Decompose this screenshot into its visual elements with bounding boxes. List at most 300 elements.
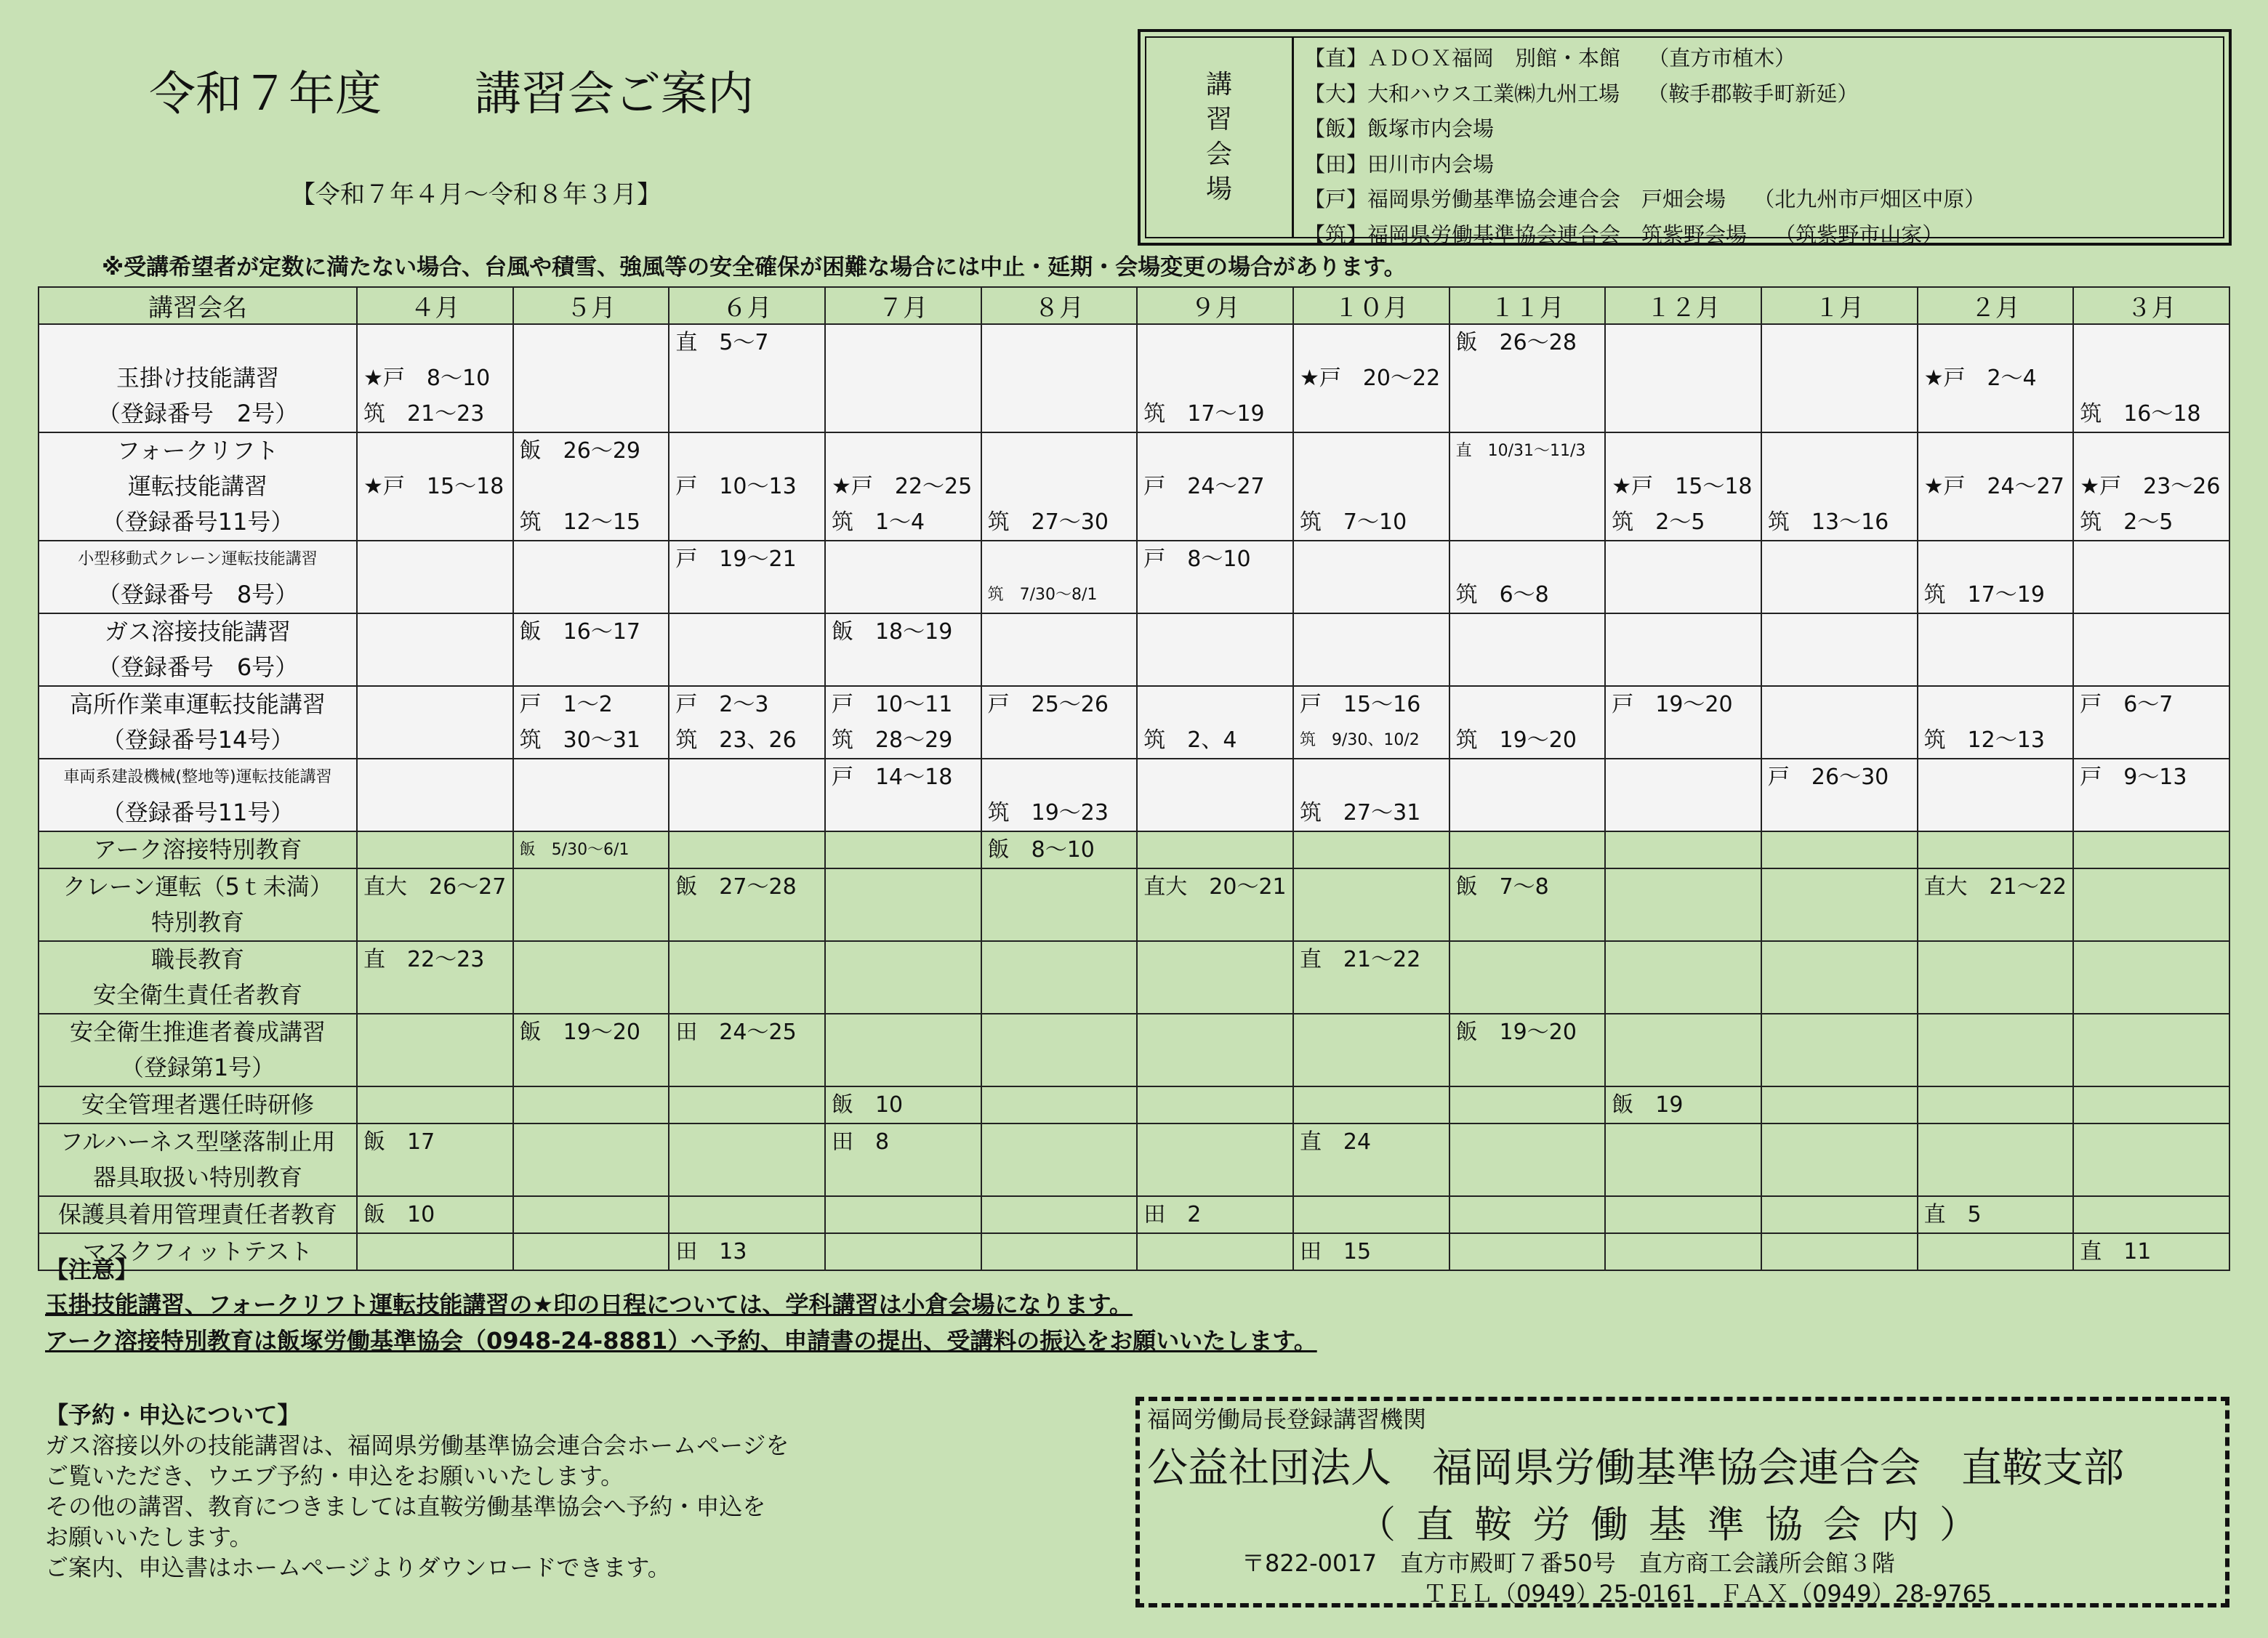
- schedule-entry: [832, 577, 975, 613]
- schedule-cell: [513, 541, 669, 613]
- course-name-line: 玉掛け技能講習: [116, 364, 279, 392]
- course-name-line: 器具取扱い特別教育: [92, 1163, 302, 1191]
- schedule-cell: [825, 759, 981, 831]
- schedule-cell: [981, 541, 1138, 613]
- course-name-line: フルハーネス型墜落制止用: [60, 1128, 336, 1155]
- schedule-entry: [2080, 1050, 2223, 1086]
- schedule-entry: [988, 396, 1131, 432]
- schedule-cell: [981, 868, 1138, 941]
- course-name: [39, 1196, 357, 1233]
- schedule-entry: 筑 17～19: [1143, 401, 1265, 427]
- schedule-entry: [1924, 1160, 2067, 1195]
- schedule-table: [38, 286, 2230, 1271]
- header-month: １月: [1761, 287, 1918, 324]
- schedule-entry: [363, 504, 507, 540]
- schedule-cell: [357, 759, 513, 831]
- venue-list: [1294, 38, 2223, 247]
- schedule-cell: [357, 541, 513, 613]
- schedule-entry: [1456, 1124, 1599, 1160]
- schedule-cell: [1137, 759, 1293, 831]
- schedule-entry: [1768, 614, 1911, 650]
- venue-box: [1138, 29, 2232, 246]
- schedule-entry: [988, 541, 1131, 577]
- schedule-cell: [1449, 1196, 1606, 1233]
- schedule-entry: 飯 19～20: [1455, 1020, 1577, 1045]
- schedule-entry: [1143, 795, 1287, 831]
- schedule-cell: [2073, 1123, 2229, 1196]
- schedule-entry: [1300, 977, 1443, 1013]
- schedule-cell: [825, 868, 981, 941]
- schedule-cell: [825, 613, 981, 686]
- course-name-line: 安全衛生責任者教育: [92, 981, 302, 1009]
- schedule-entry: [2080, 1124, 2223, 1160]
- schedule-entry: [832, 977, 975, 1013]
- schedule-entry: 直大 21～22: [1923, 874, 2067, 900]
- schedule-cell: [1605, 1014, 1761, 1086]
- schedule-entry: 戸 24～27: [1143, 474, 1265, 499]
- schedule-cell: [1449, 1233, 1606, 1270]
- schedule-entry: [363, 614, 507, 650]
- schedule-entry: [1612, 905, 1755, 940]
- schedule-cell: [1605, 759, 1761, 831]
- schedule-entry: [520, 396, 663, 432]
- schedule-cell: [825, 686, 981, 759]
- schedule-cell: [669, 613, 825, 686]
- schedule-entry: [832, 325, 975, 360]
- schedule-cell: [825, 1086, 981, 1123]
- schedule-entry: 戸 9～13: [2080, 764, 2187, 790]
- schedule-cell: [513, 941, 669, 1014]
- schedule-entry: [1768, 905, 1911, 940]
- schedule-cell: [2073, 1233, 2229, 1270]
- schedule-entry: [2080, 869, 2223, 905]
- schedule-cell: [1605, 432, 1761, 541]
- schedule-cell: [669, 831, 825, 868]
- schedule-entry: 直 5～7: [675, 330, 769, 355]
- schedule-entry: [1768, 795, 1911, 831]
- schedule-cell: [825, 1123, 981, 1196]
- schedule-entry: [1300, 1014, 1443, 1050]
- schedule-entry: [363, 687, 507, 722]
- schedule-entry: [675, 650, 819, 685]
- schedule-entry: [1768, 469, 1911, 504]
- schedule-entry: [1612, 1014, 1755, 1050]
- header-month: ８月: [981, 287, 1138, 324]
- schedule-entry: [675, 360, 819, 396]
- schedule-entry: [1924, 687, 2067, 722]
- schedule-entry: 筑 17～19: [1923, 582, 2045, 608]
- schedule-cell: [1918, 1123, 2074, 1196]
- schedule-entry: 田 24～25: [675, 1020, 797, 1045]
- schedule-cell: [981, 1233, 1138, 1270]
- schedule-cell: [1137, 1014, 1293, 1086]
- schedule-cell: [357, 1233, 513, 1270]
- schedule-cell: [1449, 613, 1606, 686]
- schedule-cell: [1137, 1123, 1293, 1196]
- schedule-entry: 飯 10: [363, 1202, 435, 1227]
- schedule-entry: 田 15: [1299, 1239, 1372, 1264]
- schedule-entry: [1768, 360, 1911, 396]
- schedule-entry: [675, 396, 819, 432]
- schedule-entry: 筑 19～20: [1455, 727, 1577, 753]
- schedule-entry: [363, 759, 507, 795]
- schedule-entry: [363, 832, 507, 868]
- schedule-entry: [1768, 650, 1911, 685]
- schedule-entry: [988, 1087, 1131, 1123]
- schedule-cell: [1761, 1196, 1918, 1233]
- schedule-cell: [1605, 613, 1761, 686]
- schedule-entry: [988, 469, 1131, 504]
- schedule-cell: [825, 1014, 981, 1086]
- schedule-entry: [675, 504, 819, 540]
- schedule-entry: [1143, 832, 1287, 868]
- table-row: [39, 1086, 2229, 1123]
- schedule-entry: [988, 1234, 1131, 1270]
- org-address: 〒822-0017 直方市殿町７番50号 直方商工会議所会館３階: [1242, 1549, 1895, 1577]
- course-name-line: （登録番号11号）: [101, 799, 294, 826]
- schedule-entry: [1768, 687, 1911, 722]
- schedule-entry: [1143, 942, 1287, 977]
- schedule-entry: [363, 1050, 507, 1086]
- header-month: ５月: [513, 287, 669, 324]
- schedule-entry: [2080, 1087, 2223, 1123]
- note-line: 玉掛技能講習、フォークリフト運転技能講習の★印の日程については、学科講習は小倉会場になります。: [45, 1291, 1133, 1318]
- schedule-entry: 戸 19～20: [1612, 692, 1733, 717]
- schedule-entry: [1300, 869, 1443, 905]
- course-name: [39, 1123, 357, 1196]
- schedule-cell: [1293, 613, 1449, 686]
- schedule-entry: [988, 905, 1131, 940]
- schedule-entry: [1143, 1087, 1287, 1123]
- schedule-entry: 戸 14～18: [831, 764, 953, 790]
- schedule-entry: [1456, 905, 1599, 940]
- schedule-entry: [1456, 1234, 1599, 1270]
- schedule-entry: [2080, 614, 2223, 650]
- venue-item: 【大】大和ハウス工業㈱九州工場 （鞍手郡鞍手町新延）: [1304, 81, 1859, 106]
- schedule-entry: [832, 832, 975, 868]
- schedule-entry: [988, 977, 1131, 1013]
- schedule-entry: [832, 1050, 975, 1086]
- schedule-cell: [669, 1014, 825, 1086]
- schedule-entry: [2080, 360, 2223, 396]
- schedule-entry: 筑 1～4: [831, 509, 925, 535]
- schedule-entry: 田 2: [1143, 1202, 1202, 1227]
- schedule-entry: ★戸 22～25: [831, 474, 973, 499]
- schedule-cell: [1137, 1196, 1293, 1233]
- venue-item: 【直】ＡＤＯＸ福岡 別館・本館 （直方市植木）: [1304, 46, 1796, 70]
- course-name: [39, 613, 357, 686]
- header-month: ６月: [669, 287, 825, 324]
- schedule-cell: [513, 868, 669, 941]
- schedule-cell: [1918, 686, 2074, 759]
- schedule-cell: [2073, 941, 2229, 1014]
- schedule-entry: 飯 19: [1612, 1092, 1684, 1118]
- schedule-entry: [1300, 1160, 1443, 1195]
- schedule-entry: [1612, 942, 1755, 977]
- schedule-cell: [1293, 541, 1449, 613]
- schedule-entry: [675, 1160, 819, 1195]
- schedule-cell: [1918, 1233, 2074, 1270]
- schedule-cell: [669, 324, 825, 432]
- schedule-cell: [2073, 686, 2229, 759]
- schedule-cell: [981, 1086, 1138, 1123]
- schedule-cell: [2073, 324, 2229, 432]
- schedule-entry: [1300, 577, 1443, 613]
- schedule-entry: [1456, 1050, 1599, 1086]
- schedule-entry: [675, 942, 819, 977]
- schedule-cell: [1449, 868, 1606, 941]
- schedule-entry: [520, 360, 663, 396]
- course-name-line: 車両系建設機械(整地等)運転技能講習: [63, 768, 332, 786]
- schedule-entry: 飯 26～29: [519, 438, 641, 464]
- schedule-entry: [988, 1050, 1131, 1086]
- schedule-entry: [1612, 869, 1755, 905]
- schedule-cell: [1293, 432, 1449, 541]
- course-name: [39, 1014, 357, 1086]
- schedule-cell: [1293, 1123, 1449, 1196]
- course-name: [39, 324, 357, 432]
- schedule-cell: [1761, 831, 1918, 868]
- schedule-entry: 筑 16～18: [2080, 401, 2201, 427]
- schedule-cell: [1605, 1233, 1761, 1270]
- schedule-entry: 筑 6～8: [1455, 582, 1549, 608]
- schedule-entry: [1612, 360, 1755, 396]
- note-line: アーク溶接特別教育は飯塚労働基準協会（0948-24-8881）へ予約、申請書の提出、受講料の振込をお願いいたします。: [45, 1327, 1317, 1355]
- schedule-cell: [1293, 1196, 1449, 1233]
- apply-body: ガス溶接以外の技能講習は、福岡県労働基準協会連合会ホームページを ご覧いただき、ウエブ予約・申込をお願いいたします。 その他の講習、教育につきましては直鞍労働基準協会へ予約・申込を お願いいたします。 ご案内、申込書はホームページよりダウンロードできます。: [45, 1432, 789, 1581]
- schedule-cell: [1918, 613, 2074, 686]
- schedule-entry: [1612, 795, 1755, 831]
- course-name: [39, 868, 357, 941]
- schedule-entry: [1456, 614, 1599, 650]
- table-row: [39, 1196, 2229, 1233]
- course-name: [39, 759, 357, 831]
- course-name-line: マスクフィットテスト: [82, 1238, 313, 1265]
- schedule-cell: [1137, 1233, 1293, 1270]
- schedule-entry: ★戸 15～18: [1612, 474, 1753, 499]
- schedule-entry: [832, 433, 975, 469]
- schedule-entry: [363, 722, 507, 758]
- schedule-entry: [1456, 469, 1599, 504]
- schedule-cell: [1449, 432, 1606, 541]
- schedule-entry: [1612, 1160, 1755, 1195]
- schedule-entry: [988, 650, 1131, 685]
- schedule-cell: [1918, 941, 2074, 1014]
- schedule-entry: 飯 7～8: [1455, 874, 1549, 900]
- course-name-line: フォークリフト: [116, 437, 279, 464]
- schedule-entry: [1456, 1197, 1599, 1232]
- schedule-entry: [1300, 433, 1443, 469]
- table-row: [39, 1233, 2229, 1270]
- schedule-cell: [825, 541, 981, 613]
- schedule-cell: [669, 1123, 825, 1196]
- schedule-entry: [1612, 541, 1755, 577]
- schedule-entry: [832, 1160, 975, 1195]
- schedule-entry: 直大 20～21: [1143, 874, 1287, 900]
- schedule-entry: [2080, 650, 2223, 685]
- schedule-cell: [1918, 1196, 2074, 1233]
- schedule-entry: 飯 27～28: [675, 874, 797, 900]
- schedule-entry: [1456, 504, 1599, 540]
- schedule-entry: [1612, 722, 1755, 758]
- schedule-entry: 筑 27～31: [1299, 800, 1421, 826]
- schedule-entry: [988, 722, 1131, 758]
- schedule-entry: [2080, 905, 2223, 940]
- schedule-entry: 戸 15～16: [1299, 692, 1421, 717]
- schedule-cell: [513, 1123, 669, 1196]
- schedule-cell: [1449, 1086, 1606, 1123]
- schedule-entry: [1924, 759, 2067, 795]
- schedule-entry: 筑 12～13: [1923, 727, 2045, 753]
- schedule-cell: [513, 613, 669, 686]
- schedule-cell: [981, 831, 1138, 868]
- schedule-entry: [1612, 396, 1755, 432]
- header-course-name: 講習会名: [39, 287, 357, 324]
- schedule-entry: [2080, 433, 2223, 469]
- schedule-cell: [2073, 831, 2229, 868]
- schedule-entry: [1300, 759, 1443, 795]
- schedule-entry: [1768, 977, 1911, 1013]
- schedule-entry: [832, 650, 975, 685]
- schedule-entry: [1300, 905, 1443, 940]
- schedule-entry: ★戸 15～18: [363, 474, 504, 499]
- schedule-cell: [357, 1123, 513, 1196]
- schedule-cell: [1293, 686, 1449, 759]
- table-row: [39, 541, 2229, 613]
- schedule-entry: [1300, 650, 1443, 685]
- schedule-cell: [2073, 613, 2229, 686]
- schedule-entry: [1924, 832, 2067, 868]
- schedule-entry: [520, 1087, 663, 1123]
- schedule-entry: [1924, 504, 2067, 540]
- schedule-entry: [1768, 1160, 1911, 1195]
- schedule-cell: [357, 686, 513, 759]
- venue-item: 【筑】福岡県労働基準協会連合会 筑紫野会場 （筑紫野市山家）: [1304, 222, 1944, 247]
- schedule-cell: [1605, 686, 1761, 759]
- schedule-entry: 筑 27～30: [987, 509, 1109, 535]
- schedule-cell: [1761, 613, 1918, 686]
- course-name-line: （登録番号 2号）: [97, 400, 299, 427]
- schedule-entry: [1456, 650, 1599, 685]
- schedule-entry: [520, 1160, 663, 1195]
- schedule-cell: [669, 868, 825, 941]
- schedule-entry: [520, 759, 663, 795]
- schedule-entry: 戸 19～21: [675, 546, 797, 572]
- schedule-entry: [363, 1087, 507, 1123]
- course-name-line: 高所作業車運転技能講習: [69, 690, 326, 718]
- course-name-line: （登録番号11号）: [101, 508, 294, 536]
- schedule-entry: [832, 360, 975, 396]
- schedule-entry: 飯 16～17: [519, 619, 641, 645]
- schedule-entry: [1768, 1087, 1911, 1123]
- schedule-entry: [1143, 433, 1287, 469]
- course-name-line: （登録番号14号）: [101, 726, 294, 754]
- schedule-cell: [1293, 759, 1449, 831]
- schedule-entry: [1300, 832, 1443, 868]
- schedule-entry: [832, 1234, 975, 1270]
- schedule-cell: [1761, 432, 1918, 541]
- schedule-entry: [520, 541, 663, 577]
- schedule-entry: [1612, 1197, 1755, 1232]
- table-row: [39, 324, 2229, 432]
- schedule-entry: [363, 541, 507, 577]
- schedule-cell: [1761, 868, 1918, 941]
- schedule-entry: [1924, 1234, 2067, 1270]
- schedule-cell: [2073, 1196, 2229, 1233]
- schedule-cell: [1761, 759, 1918, 831]
- schedule-cell: [357, 613, 513, 686]
- schedule-cell: [669, 541, 825, 613]
- schedule-entry: [1924, 614, 2067, 650]
- schedule-entry: [1143, 325, 1287, 360]
- table-row: [39, 613, 2229, 686]
- schedule-cell: [1761, 324, 1918, 432]
- schedule-entry: 田 8: [831, 1129, 890, 1155]
- schedule-entry: 飯 17: [363, 1129, 435, 1155]
- schedule-entry: [520, 795, 663, 831]
- schedule-entry: 筑 21～23: [363, 401, 485, 427]
- course-name-line: 小型移動式クレーン運転技能講習: [78, 550, 318, 568]
- schedule-cell: [357, 1014, 513, 1086]
- schedule-entry: [1300, 1087, 1443, 1123]
- schedule-entry: [520, 1234, 663, 1270]
- schedule-entry: [1612, 650, 1755, 685]
- schedule-cell: [669, 1086, 825, 1123]
- schedule-entry: [1143, 1234, 1287, 1270]
- notes-title: 【注意】: [45, 1256, 139, 1283]
- schedule-cell: [1137, 541, 1293, 613]
- schedule-entry: [2080, 1160, 2223, 1195]
- schedule-entry: 筑 2、4: [1143, 727, 1237, 753]
- schedule-entry: [988, 942, 1131, 977]
- schedule-entry: 直 21～22: [1299, 947, 1421, 972]
- schedule-entry: [988, 1124, 1131, 1160]
- schedule-entry: 飯 18～19: [831, 619, 953, 645]
- schedule-cell: [669, 432, 825, 541]
- schedule-cell: [825, 1233, 981, 1270]
- schedule-cell: [1137, 831, 1293, 868]
- schedule-entry: [2080, 722, 2223, 758]
- schedule-entry: 戸 25～26: [987, 692, 1109, 717]
- schedule-entry: 戸 26～30: [1767, 764, 1889, 790]
- schedule-entry: [1768, 1124, 1911, 1160]
- schedule-entry: [363, 325, 507, 360]
- table-row: [39, 868, 2229, 941]
- schedule-entry: [1924, 325, 2067, 360]
- schedule-cell: [513, 1233, 669, 1270]
- schedule-cell: [357, 831, 513, 868]
- schedule-entry: [832, 541, 975, 577]
- schedule-entry: 筑 23、26: [675, 727, 797, 753]
- apply-title: 【予約・申込について】: [45, 1401, 301, 1429]
- course-name: [39, 432, 357, 541]
- schedule-entry: [1143, 577, 1287, 613]
- schedule-entry: [832, 942, 975, 977]
- schedule-cell: [357, 432, 513, 541]
- schedule-entry: [1768, 832, 1911, 868]
- schedule-entry: [1768, 722, 1911, 758]
- schedule-cell: [1761, 941, 1918, 1014]
- org-registration: 福岡労働局長登録講習機関: [1147, 1405, 1427, 1433]
- schedule-entry: 戸 10～13: [675, 474, 797, 499]
- schedule-entry: [675, 905, 819, 940]
- schedule-entry: [520, 905, 663, 940]
- schedule-entry: [832, 905, 975, 940]
- schedule-cell: [513, 759, 669, 831]
- schedule-cell: [513, 686, 669, 759]
- schedule-entry: 戸 6～7: [2080, 692, 2174, 717]
- schedule-cell: [1137, 613, 1293, 686]
